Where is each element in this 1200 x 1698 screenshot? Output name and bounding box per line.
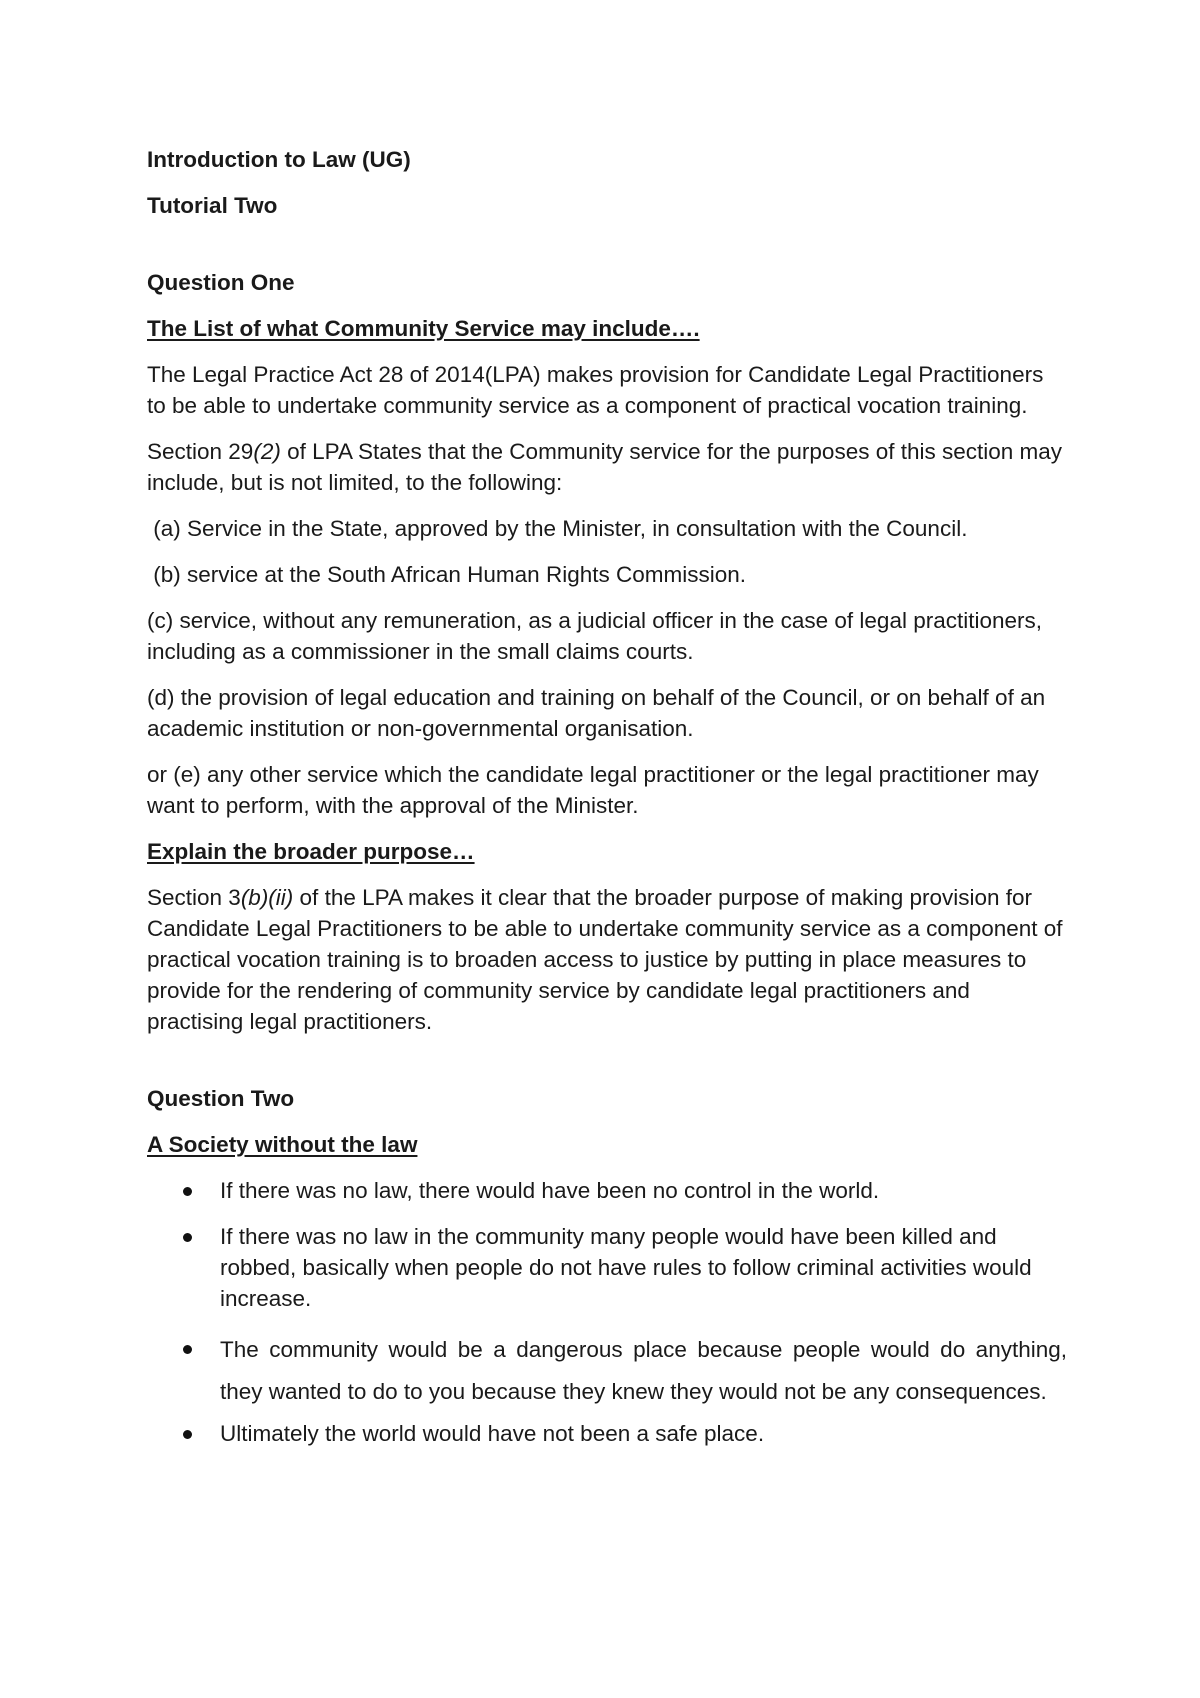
bullet-icon — [183, 1345, 192, 1354]
bullet-icon — [183, 1187, 192, 1196]
bullet-item — [147, 1221, 1067, 1314]
bullet-text: Ultimately the world would have not been a safe place. — [220, 1421, 765, 1446]
bullet-item — [147, 1175, 1067, 1206]
bullet-icon — [183, 1233, 192, 1242]
broader-purpose-heading: Explain the broader purpose… — [147, 839, 475, 864]
bullet-item — [147, 1418, 1067, 1449]
question-two-heading: Question Two — [147, 1086, 295, 1111]
bullet-icon — [183, 1430, 192, 1439]
course-title: Introduction to Law (UG) — [147, 147, 411, 172]
section-29-ref: Section 29 — [147, 439, 254, 464]
document-page — [147, 144, 1067, 1449]
bullet-text: If there was no law, there would have been no control in the world. — [220, 1178, 880, 1203]
question-one-heading: Question One — [147, 270, 295, 295]
bullet-text: The community would be a dangerous place because people would do anything, they wanted to do to you because they knew they would not be any consequences. — [220, 1337, 1067, 1404]
list-item-e: or (e) any other service which the candidate legal practitioner or the legal practitioner may want to perform, with the approval of the Minister. — [147, 762, 1039, 818]
list-item-a: (a) Service in the State, approved by the Minister, in consultation with the Council. — [147, 516, 968, 541]
society-without-law-heading: A Society without the law — [147, 1132, 418, 1157]
broader-purpose-paragraph — [147, 882, 1067, 1037]
list-item-b: (b) service at the South African Human Rights Commission. — [147, 562, 746, 587]
lpa-intro-paragraph: The Legal Practice Act 28 of 2014(LPA) makes provision for Candidate Legal Practitioners to be able to undertake community service as a component of practical vocation training. — [147, 362, 1044, 418]
section-29-paragraph — [147, 436, 1067, 498]
section-3-text: of the LPA makes it clear that the broader purpose of making provision for Candidate Legal Practitioners to be able to undertake community service as a component of practical vocation training is to broaden access to justice by putting in place measures to provide for the rendering of community service by candidate legal practitioners and practising legal practitioners. — [147, 885, 1063, 1034]
section-29-subref: (2) — [253, 439, 281, 464]
list-item-d: (d) the provision of legal education and training on behalf of the Council, or on behalf of an academic institution or non-governmental organisation. — [147, 685, 1046, 741]
section-3-subref: (b)(ii) — [240, 885, 294, 910]
community-service-list-heading: The List of what Community Service may include…. — [147, 316, 700, 341]
society-bullet-list — [147, 1175, 1067, 1449]
bullet-item — [147, 1329, 1067, 1413]
bullet-text: If there was no law in the community many people would have been killed and robbed, basically when people do not have rules to follow criminal activities would increase. — [220, 1224, 1032, 1311]
tutorial-title: Tutorial Two — [147, 193, 278, 218]
section-29-text: of LPA States that the Community service for the purposes of this section may include, but is not limited, to the following: — [147, 439, 1063, 495]
section-3-ref: Section 3 — [147, 885, 241, 910]
list-item-c: (c) service, without any remuneration, as a judicial officer in the case of legal practitioners, including as a commissioner in the small claims courts. — [147, 608, 1043, 664]
